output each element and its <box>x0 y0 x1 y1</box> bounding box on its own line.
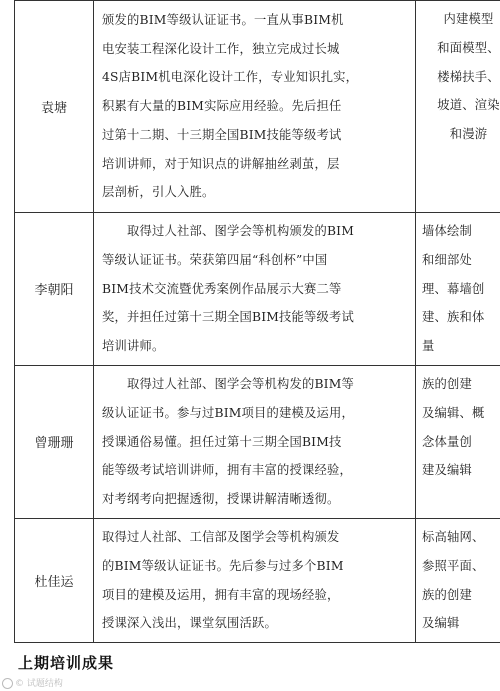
description-line: 等级认证证书。荣获第四届“科创杯”中国 <box>102 252 328 267</box>
description-line: 能等级考试培训讲师，拥有丰富的授课经验， <box>102 463 352 478</box>
teaching-topics <box>416 1 500 213</box>
topic-line: 建及编辑 <box>422 463 472 478</box>
instructor-name: 曾珊珊 <box>15 365 94 518</box>
section-heading: 上期培训成果 <box>18 654 115 672</box>
watermark-text: © 试题结构 <box>15 679 63 689</box>
instructor-row <box>15 1 500 213</box>
topic-line: 标高轴网、 <box>422 529 485 544</box>
topic-line: 内建模型 <box>443 12 494 26</box>
teaching-topics <box>416 365 500 518</box>
description-line: 的BIM等级认证证书。先后参与过多个BIM <box>102 558 344 573</box>
topic-line: 和面模型、 <box>437 40 500 55</box>
topic-line: 族的创建 <box>422 376 472 391</box>
topic-line: 念体量创 <box>422 434 472 449</box>
instructor-name: 李朝阳 <box>15 213 94 366</box>
description-line: 电安装工程深化设计工作，独立完成过长城 <box>102 41 340 56</box>
description-line: 颁发的BIM等级认证证书。一直从事BIM机 <box>102 12 344 27</box>
description-line: 授课通俗易懂。担任过第十三期全国BIM技 <box>102 434 342 449</box>
instructor-description <box>94 518 416 642</box>
instructor-name: 袁塘 <box>15 1 94 213</box>
description-line: 取得过人社部、工信部及图学会等机构颁发 <box>102 529 340 544</box>
description-line: 项目的建模及运用，拥有丰富的现场经验， <box>102 587 340 602</box>
topic-line: 墙体绘制 <box>422 224 472 238</box>
topic-line: 建、族和体 <box>422 310 485 325</box>
description-line: 层剖析，引人入胜。 <box>102 185 215 200</box>
description-line: BIM技术交流暨优秀案例作品展示大赛二等 <box>102 281 342 296</box>
description-line: 奖，并担任过第十三期全国BIM技能等级考试 <box>102 310 355 325</box>
description-line: 级认证证书。参与过BIM项目的建模及运用， <box>102 405 355 420</box>
description-line: 对考纲考向把握透彻，授课讲解清晰透彻。 <box>102 492 340 507</box>
instructor-name: 杜佳运 <box>15 518 94 642</box>
instructor-description <box>94 365 416 518</box>
topic-line: 及编辑、概 <box>422 405 485 420</box>
topic-line: 参照平面、 <box>422 558 485 573</box>
topic-line: 坡道、渲染 <box>437 98 500 113</box>
instructor-row <box>15 365 500 518</box>
topic-line: 族的创建 <box>422 587 472 602</box>
teaching-topics <box>416 213 500 366</box>
description-line: 积累有大量的BIM实际应用经验。先后担任 <box>102 99 342 114</box>
instructor-description <box>94 213 416 366</box>
description-line: 4S店BIM机电深化设计工作，专业知识扎实， <box>102 70 359 85</box>
instructor-row <box>15 213 500 366</box>
teaching-topics <box>416 518 500 642</box>
topic-line: 量 <box>422 339 435 354</box>
description-line: 取得过人社部、图学会等机构颁发的BIM <box>102 224 355 238</box>
description-line: 培训讲师。 <box>102 339 165 354</box>
watermark-logo-icon <box>2 678 13 689</box>
topic-line: 楼梯扶手、 <box>437 69 500 84</box>
description-line: 授课深入浅出，课堂氛围活跃。 <box>102 616 277 631</box>
instructor-description <box>94 1 416 213</box>
instructor-table <box>14 0 500 643</box>
description-line: 培训讲师，对于知识点的讲解抽丝剥茧，层 <box>102 156 340 171</box>
topic-line: 理、幕墙创 <box>422 281 485 296</box>
description-line: 取得过人社部、图学会等机构发的BIM等 <box>102 376 355 391</box>
topic-line: 和漫游 <box>449 127 488 142</box>
topic-line: 和细部处 <box>422 252 472 267</box>
topic-line: 及编辑 <box>422 616 460 631</box>
description-line: 过第十二期、十三期全国BIM技能等级考试 <box>102 127 342 142</box>
instructor-row <box>15 518 500 642</box>
watermark <box>2 676 63 689</box>
